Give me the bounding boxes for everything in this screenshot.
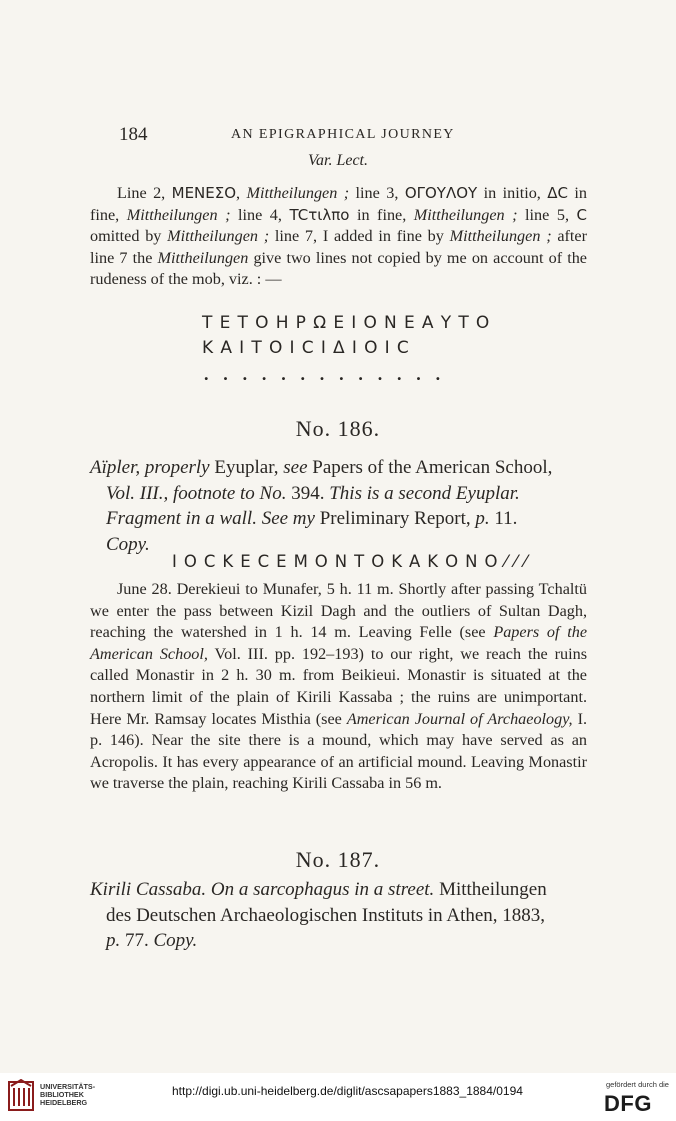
dfg-logo: DFG bbox=[604, 1091, 652, 1116]
var-lect-heading: Var. Lect. bbox=[308, 152, 368, 169]
inscription-186: ΙΟCΚΕCΕΜΟΝΤΟΚΑΚΟΝΟ⁄⁄⁄ bbox=[172, 552, 534, 571]
variant-readings-paragraph: Line 2, ΜΕΝΕΣΟ, Mittheilungen ; line 3, ΟΓΟΥΛΟΥ in initio, ΔC in fine, Mittheilungen ; line 4, TCτιλπο in fine, Mittheilungen ; line 5, C omitted by Mittheilungen ; line 7, I added in fine by Mittheilungen ; after line 7 the Mittheilungen give two lines not copied by me on account of the rudeness of the mob, viz. : — bbox=[90, 184, 588, 288]
running-header bbox=[119, 124, 599, 144]
entry-heading-187: No. 187. bbox=[295, 847, 381, 872]
page-number: 184 bbox=[119, 124, 148, 145]
entry-heading-186: No. 186. bbox=[295, 416, 381, 441]
permalink-url[interactable]: http://digi.ub.uni-heidelberg.de/diglit/ascsapapers1883_1884/0194 bbox=[172, 1084, 523, 1098]
university-library-name: UNIVERSITÄTS- BIBLIOTHEK HEIDELBERG bbox=[40, 1082, 96, 1108]
entry-187-lemma: Kirili Cassaba. On a sarcophagus in a street. Mittheilungen des Deutschen Archaeologischen Instituts in Athen, 1883, p. 77. Copy. bbox=[90, 879, 547, 951]
entry-186-lemma: Aïpler, properly Eyuplar, see Papers of the American School, Vol. III., footnote to No. 394. This is a second Eyuplar. Fragment in a wall. See my Preliminary Report, p. 11. Copy. bbox=[90, 457, 553, 555]
digitization-footer bbox=[0, 1073, 676, 1121]
journey-paragraph: June 28. Derekieui to Munafer, 5 h. 11 m. Shortly after passing Tchaltü we enter the pass between Kizil Dagh and the outliers of Sultan Dagh, reaching the watershed in 1 h. 14 m. Leaving Felle (see Papers of the American School, Vol. III. pp. 192–193) to our right, we reach the ruins called Monastir in 2 h. 30 m. from Beikieui. Monastir is situated at the northern limit of the plain of Kirili Kassaba ; the ruins are unimportant. Here Mr. Ramsay locates Misthia (see American Journal of Archaeology, I. p. 146). Near the site there is a mound, which may have served as an Acropolis. It has every appearance of an artificial mound. Leaving Monastir we traverse the plain, reaching Kirili Cassaba in 56 m. bbox=[90, 580, 588, 793]
inscription-line-2: ΚΑΙΤΟΙCΙΔΙΟΙC bbox=[202, 338, 416, 358]
inscription-line-1: ΤΕΤΟΗΡΩΕΙΟΝΕΑΥΤΟ bbox=[202, 313, 497, 333]
university-library-logo-icon bbox=[8, 1079, 34, 1113]
funded-by-label: gefördert durch die bbox=[606, 1080, 669, 1089]
lacuna-dots: ............. bbox=[204, 364, 455, 384]
running-head: AN EPIGRAPHICAL JOURNEY bbox=[231, 127, 455, 142]
